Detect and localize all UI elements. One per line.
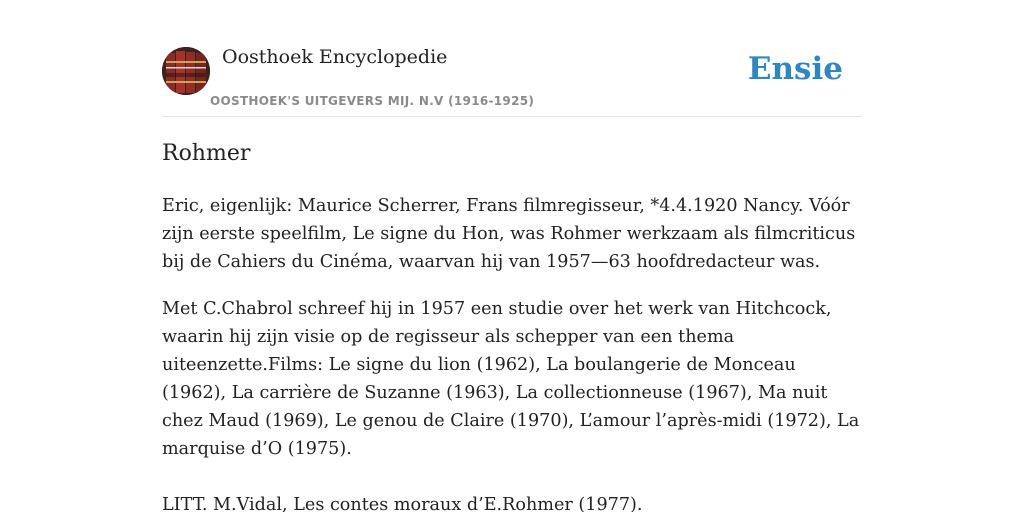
- article-paragraph: Met C.Chabrol schreef hij in 1957 een studie over het werk van Hitchcock, waarin hij zijn visie op de regisseur als schepper van een thema uiteenzette.Films: Le signe du lion (1962), La boulangerie de Monceau (1962), La carrière de Suzanne (1963), La collectionneuse (1967), Ma nuit chez Maud (1969), Le genou de Claire (1970), L’amour l’après-midi (1972), La marquise d’O (1975).: [162, 299, 860, 459]
- publication-subtitle: OOSTHOEK'S UITGEVERS MIJ. N.V (1916-1925): [210, 94, 535, 108]
- article-paragraph: LITT. M.Vidal, Les contes moraux d’E.Rohmer (1977).: [162, 495, 643, 512]
- article-title: Rohmer: [162, 141, 251, 166]
- book-spines-icon[interactable]: [162, 47, 210, 95]
- publication-header: [162, 46, 862, 117]
- article-paragraph: Eric, eigenlijk: Maurice Scherrer, Frans filmregisseur, *4.4.1920 Nancy. Vóór zijn eerste speelfilm, Le signe du Hon, was Rohmer werkzaam als filmcriticus bij de Cahiers du Cinéma, waarvan hij van 1957—63 hoofdredacteur was.: [162, 196, 856, 272]
- brand-logo-link[interactable]: Ensie: [747, 51, 843, 87]
- publication-title[interactable]: Oosthoek Encyclopedie: [222, 46, 448, 68]
- article-body: [162, 192, 862, 512]
